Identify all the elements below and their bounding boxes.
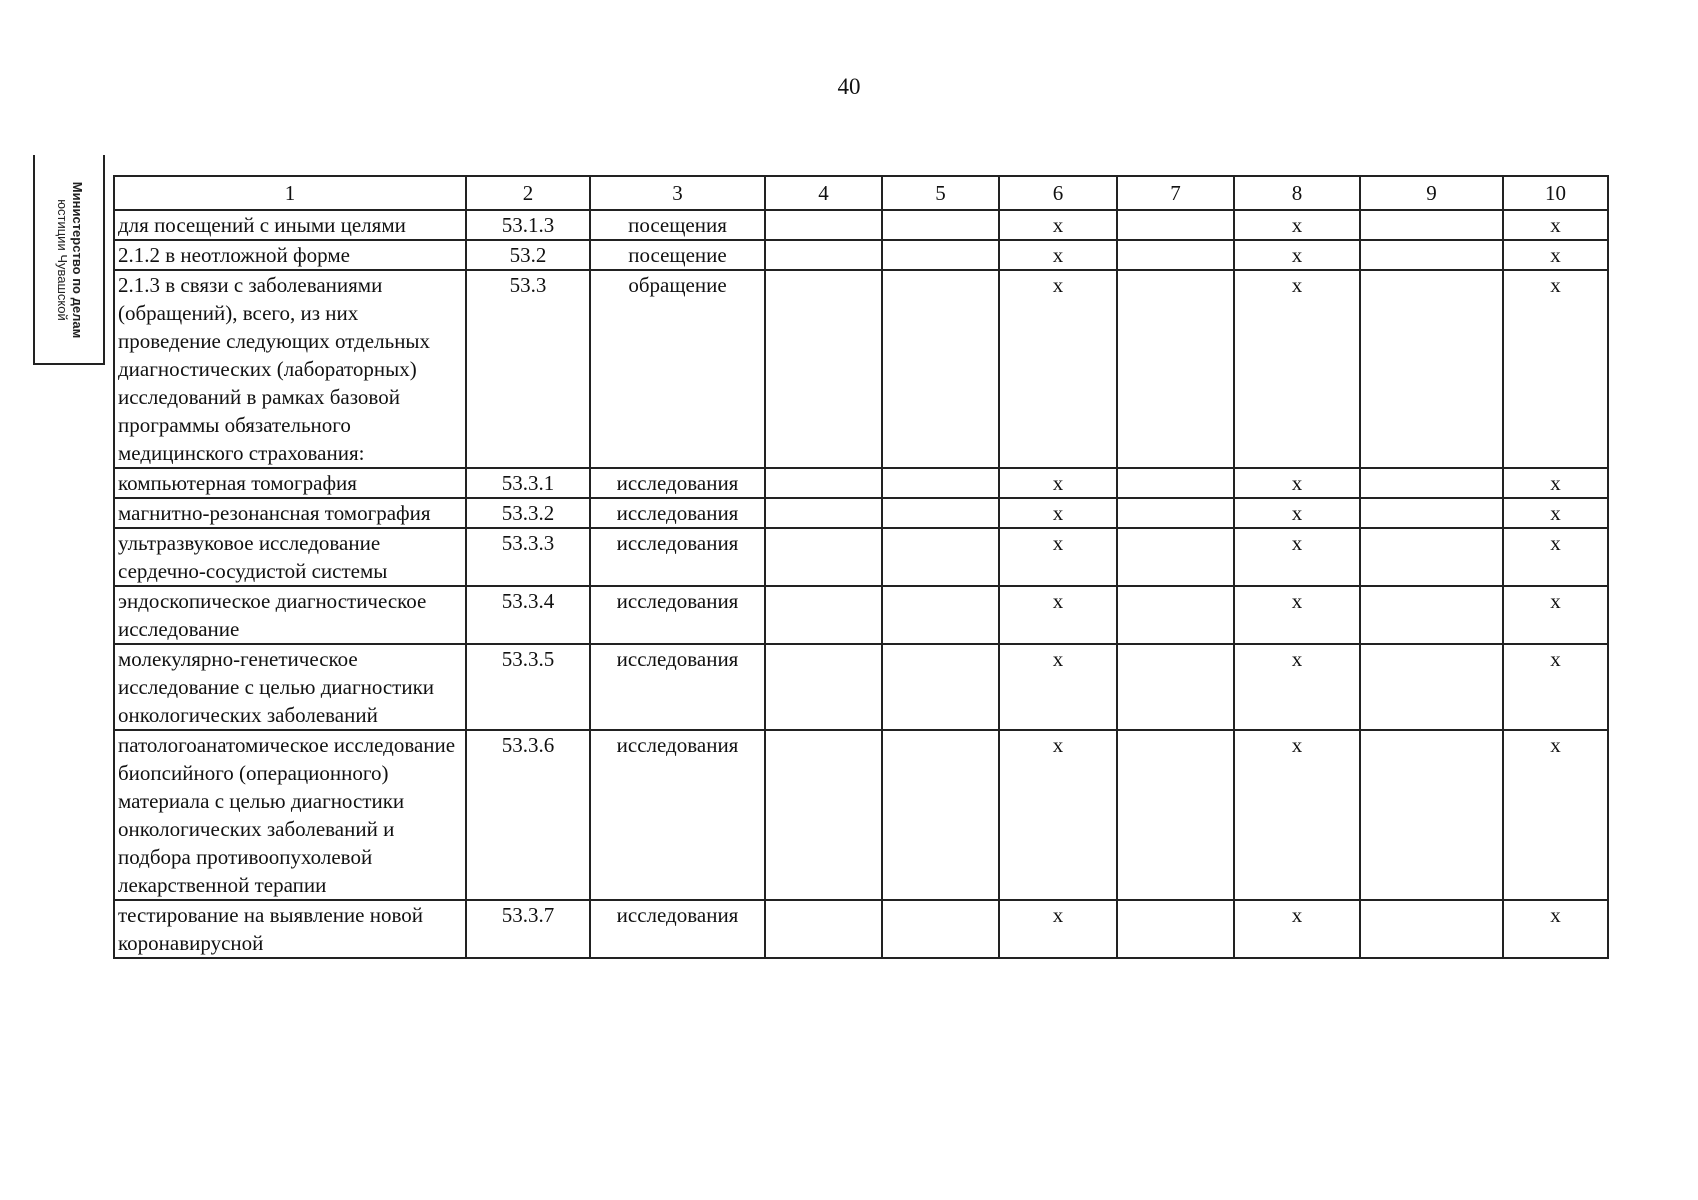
cell-col-5: [882, 270, 999, 468]
cell-col-10: х: [1503, 468, 1608, 498]
registration-stamp: [33, 155, 107, 367]
cell-col-7: [1117, 644, 1234, 730]
cell-col-9: [1360, 468, 1503, 498]
cell-col-4: [765, 270, 882, 468]
header-cell-1: 1: [114, 176, 466, 210]
cell-col-4: [765, 644, 882, 730]
table-row: [114, 900, 1608, 958]
header-cell-4: 4: [765, 176, 882, 210]
cell-code: 53.3.6: [466, 730, 590, 900]
cell-code: 53.3.1: [466, 468, 590, 498]
cell-col-5: [882, 900, 999, 958]
cell-col-6: х: [999, 468, 1117, 498]
cell-col-9: [1360, 270, 1503, 468]
cell-col-4: [765, 900, 882, 958]
cell-name: 2.1.3 в связи с заболеваниями (обращений), всего, из них проведение следующих отдельных диагностических (лабораторных) исследований в рамках базовой программы обязательного медицинского страхования:: [114, 270, 466, 468]
cell-name: для посещений с иными целями: [114, 210, 466, 240]
header-cell-8: 8: [1234, 176, 1360, 210]
cell-col-9: [1360, 528, 1503, 586]
cell-col-6: х: [999, 270, 1117, 468]
cell-col-5: [882, 468, 999, 498]
cell-col-10: х: [1503, 900, 1608, 958]
cell-name: молекулярно-генетическое исследование с целью диагностики онкологических заболеваний: [114, 644, 466, 730]
cell-col-9: [1360, 240, 1503, 270]
page-number: 40: [837, 74, 861, 99]
cell-col-5: [882, 210, 999, 240]
cell-code: 53.3.3: [466, 528, 590, 586]
stamp-line-2: юстиции Чувашской: [55, 199, 70, 321]
cell-col-8: х: [1234, 240, 1360, 270]
table-row: [114, 240, 1608, 270]
cell-col-8: х: [1234, 586, 1360, 644]
cell-code: 53.2: [466, 240, 590, 270]
cell-name: эндоскопическое диагностическое исследование: [114, 586, 466, 644]
cell-name: патологоанатомическое исследование биопсийного (операционного) материала с целью диагностики онкологических заболеваний и подбора противоопухолевой лекарственной терапии: [114, 730, 466, 900]
header-cell-3: 3: [590, 176, 765, 210]
cell-col-10: х: [1503, 240, 1608, 270]
cell-col-10: х: [1503, 210, 1608, 240]
table-row: [114, 586, 1608, 644]
header-cell-10: 10: [1503, 176, 1608, 210]
cell-col-4: [765, 528, 882, 586]
cell-col-7: [1117, 270, 1234, 468]
stamp-line-1: Министерство по делам: [70, 181, 85, 339]
cell-col-7: [1117, 586, 1234, 644]
cell-col-10: х: [1503, 528, 1608, 586]
cell-col-7: [1117, 468, 1234, 498]
cell-col-4: [765, 240, 882, 270]
cell-unit: исследования: [590, 468, 765, 498]
cell-name: тестирование на выявление новой коронавирусной: [114, 900, 466, 958]
cell-unit: исследования: [590, 900, 765, 958]
cell-col-7: [1117, 528, 1234, 586]
cell-col-5: [882, 586, 999, 644]
cell-col-8: х: [1234, 468, 1360, 498]
cell-code: 53.1.3: [466, 210, 590, 240]
cell-col-9: [1360, 498, 1503, 528]
table-row: [114, 528, 1608, 586]
cell-code: 53.3.4: [466, 586, 590, 644]
cell-name: ультразвуковое исследование сердечно-сосудистой системы: [114, 528, 466, 586]
cell-col-8: х: [1234, 528, 1360, 586]
cell-col-10: х: [1503, 730, 1608, 900]
cell-col-4: [765, 210, 882, 240]
cell-unit: посещения: [590, 210, 765, 240]
cell-col-4: [765, 730, 882, 900]
table-header-row: [114, 176, 1608, 210]
cell-col-6: х: [999, 240, 1117, 270]
table-row: [114, 498, 1608, 528]
cell-col-8: х: [1234, 900, 1360, 958]
table-row: [114, 644, 1608, 730]
cell-col-9: [1360, 586, 1503, 644]
cell-unit: исследования: [590, 498, 765, 528]
cell-col-9: [1360, 900, 1503, 958]
cell-col-10: х: [1503, 644, 1608, 730]
header-cell-2: 2: [466, 176, 590, 210]
cell-unit: исследования: [590, 586, 765, 644]
cell-col-5: [882, 240, 999, 270]
cell-col-8: х: [1234, 730, 1360, 900]
cell-col-8: х: [1234, 644, 1360, 730]
cell-col-8: х: [1234, 498, 1360, 528]
cell-unit: исследования: [590, 730, 765, 900]
cell-col-7: [1117, 900, 1234, 958]
header-cell-5: 5: [882, 176, 999, 210]
cell-col-7: [1117, 730, 1234, 900]
cell-code: 53.3: [466, 270, 590, 468]
cell-col-7: [1117, 498, 1234, 528]
table-row: [114, 210, 1608, 240]
cell-unit: обращение: [590, 270, 765, 468]
cell-col-5: [882, 730, 999, 900]
table-row: [114, 270, 1608, 468]
cell-code: 53.3.7: [466, 900, 590, 958]
cell-col-8: х: [1234, 210, 1360, 240]
cell-col-6: х: [999, 586, 1117, 644]
cell-unit: исследования: [590, 644, 765, 730]
cell-col-5: [882, 528, 999, 586]
cell-name: магнитно-резонансная томография: [114, 498, 466, 528]
cell-code: 53.3.2: [466, 498, 590, 528]
cell-col-7: [1117, 240, 1234, 270]
cell-col-6: х: [999, 498, 1117, 528]
cell-col-9: [1360, 210, 1503, 240]
cell-col-9: [1360, 730, 1503, 900]
cell-col-6: х: [999, 528, 1117, 586]
cell-unit: исследования: [590, 528, 765, 586]
cell-col-10: х: [1503, 498, 1608, 528]
cell-col-6: х: [999, 730, 1117, 900]
table-row: [114, 468, 1608, 498]
cell-col-9: [1360, 644, 1503, 730]
cell-name: 2.1.2 в неотложной форме: [114, 240, 466, 270]
cell-col-5: [882, 498, 999, 528]
cell-col-10: х: [1503, 270, 1608, 468]
header-cell-9: 9: [1360, 176, 1503, 210]
header-cell-6: 6: [999, 176, 1117, 210]
table-row: [114, 730, 1608, 900]
stamp-text: [55, 155, 85, 365]
cell-name: компьютерная томография: [114, 468, 466, 498]
header-cell-7: 7: [1117, 176, 1234, 210]
cell-col-7: [1117, 210, 1234, 240]
cell-col-8: х: [1234, 270, 1360, 468]
cell-unit: посещение: [590, 240, 765, 270]
cell-col-6: х: [999, 900, 1117, 958]
cell-col-6: х: [999, 210, 1117, 240]
cell-col-4: [765, 498, 882, 528]
data-table: [113, 175, 1609, 959]
cell-col-4: [765, 586, 882, 644]
cell-col-4: [765, 468, 882, 498]
cell-col-10: х: [1503, 586, 1608, 644]
cell-col-5: [882, 644, 999, 730]
table-body: [114, 176, 1608, 958]
cell-col-6: х: [999, 644, 1117, 730]
cell-code: 53.3.5: [466, 644, 590, 730]
